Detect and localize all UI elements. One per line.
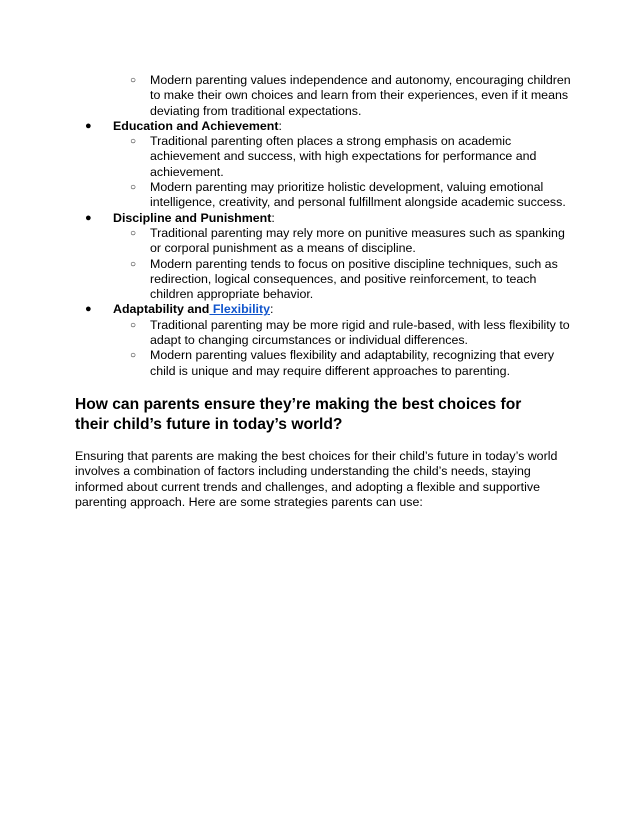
hollow-bullet-icon: ○	[130, 258, 137, 270]
sub-list-item: ○ Traditional parenting often places a strong emphasis on academic achievement and success, with high expectations for performance and achievement.	[130, 134, 537, 179]
filled-bullet-icon: ●	[85, 303, 92, 316]
hollow-bullet-icon: ○	[130, 136, 137, 148]
sub-list	[113, 318, 578, 379]
sub-list	[113, 134, 578, 210]
sub-list	[113, 226, 578, 302]
list-item-continued	[75, 73, 578, 119]
comparison-list	[75, 73, 578, 379]
hollow-bullet-icon: ○	[130, 319, 137, 331]
category-label: Education and Achievement	[113, 118, 279, 133]
body-paragraph: Ensuring that parents are making the best choices for their child’s future in today’s world involves a combination of factors including understanding the child’s needs, staying informed about current trends and challenges, and adopting a flexible and supportive parenting approach. Here are some strategies parents can use:	[75, 448, 558, 509]
category-label: Discipline and Punishment	[113, 210, 272, 225]
sub-list-item: ○ Modern parenting tends to focus on positive discipline techniques, such as redirection, logical consequences, and positive reinforcement, to teach children appropriate behavior.	[130, 256, 558, 302]
hollow-bullet-icon: ○	[130, 350, 137, 362]
filled-bullet-icon: ●	[85, 211, 92, 224]
hollow-bullet-icon: ○	[130, 75, 137, 86]
sub-list-item: ○ Traditional parenting may rely more on punitive measures such as spanking or corporal punishment as a means of discipline.	[130, 225, 565, 256]
sub-list-item: ○ Modern parenting values independence and autonomy, encouraging children to make their own choices and learn from their experiences, even if it means deviating from traditional expectations.	[130, 73, 571, 118]
section-heading: How can parents ensure they’re making the best choices for their child’s future in today’s world?	[75, 395, 522, 433]
list-item-adaptability: ● Adaptability and Flexibility: ○ Traditional parenting may be more rigid and rule-based, with less flexibility to adapt to changing circumstances or individual differences. ○ Modern parenting values flexibility and adaptability, recognizing that every child is unique and may require different approaches to parenting.	[75, 302, 578, 378]
hollow-bullet-icon: ○	[130, 227, 137, 239]
list-item-education: ● Education and Achievement: ○ Traditional parenting often places a strong emphasis on academic achievement and success, with high expectations for performance and achievement. ○ Modern parenting may prioritize holistic development, valuing emotional intelligence, creativity, and personal fulfillment alongside academic success.	[75, 119, 578, 211]
flexibility-link[interactable]: Flexibility	[209, 302, 270, 317]
hollow-bullet-icon: ○	[130, 182, 137, 194]
sub-list-item: ○ Modern parenting values flexibility and adaptability, recognizing that every child is unique and may require different approaches to parenting.	[130, 348, 555, 378]
category-label: Adaptability and	[113, 302, 210, 317]
sub-list-item: ○ Modern parenting may prioritize holistic development, valuing emotional intelligence, creativity, and personal fulfillment alongside academic success.	[130, 180, 566, 210]
list-item-discipline: ● Discipline and Punishment: ○ Traditional parenting may rely more on punitive measures such as spanking or corporal punishment as a means of discipline. ○ Modern parenting tends to focus on positive discipline techniques, such as redirection, logical consequences, and positive reinforcement, to teach children appropriate behavior.	[75, 211, 578, 303]
sub-list-item: ○ Traditional parenting may be more rigid and rule-based, with less flexibility to adapt to changing circumstances or individual differences.	[130, 317, 570, 348]
sub-list	[113, 73, 578, 119]
filled-bullet-icon: ●	[85, 119, 92, 132]
